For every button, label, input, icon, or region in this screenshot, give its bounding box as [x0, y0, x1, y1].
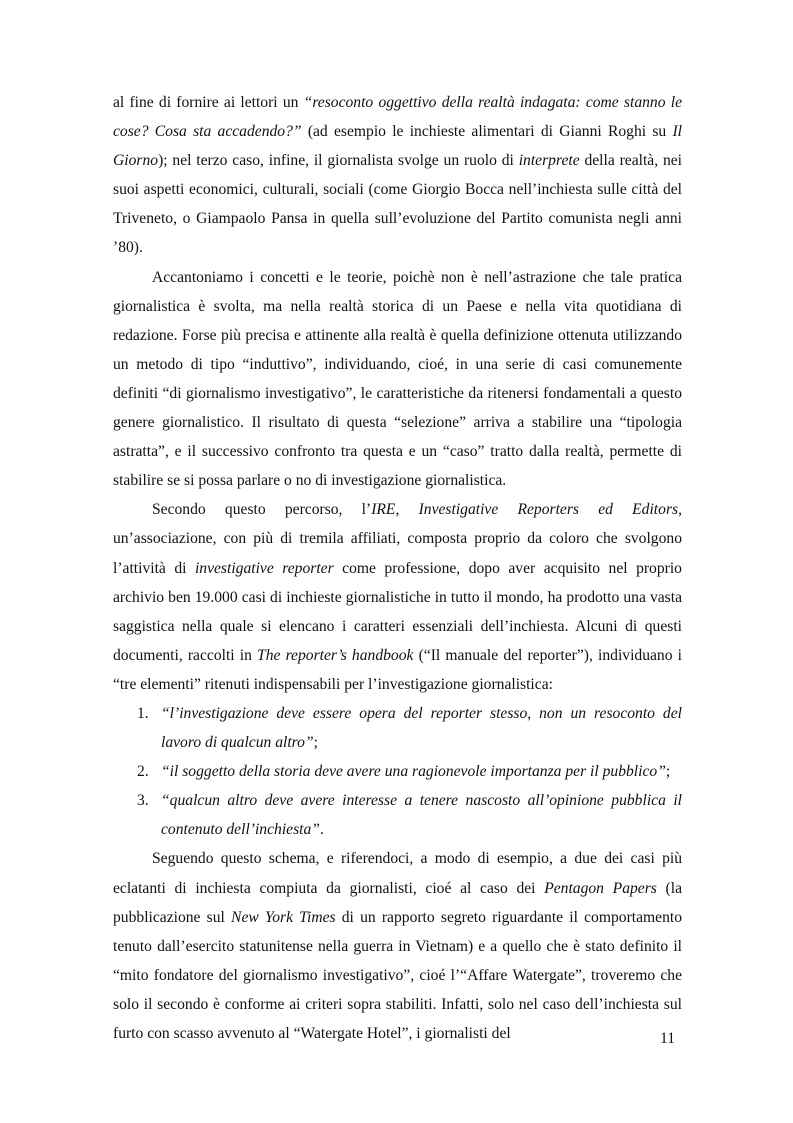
paragraph-1: [113, 88, 682, 263]
text-run: Secondo questo percorso, l’: [152, 501, 372, 519]
text-run: ); nel terzo caso, infine, il giornalista svolge un ruolo di: [158, 152, 519, 170]
text-run: della realtà, nei suoi aspetti economici, culturali, sociali (come Giorgio Bocca nell’inchiesta sulle città del Triveneto, o Giampaolo Pansa in quella sull’evoluzione del Partito comunista negli anni ’80).: [113, 152, 683, 257]
list-number: 2.: [137, 763, 149, 781]
text-run: (ad esempio le inchieste alimentari di Gianni Roghi su: [301, 123, 673, 141]
italic-text-run: investigative reporter: [194, 559, 334, 577]
text-run: al fine di fornire ai lettori un: [113, 94, 304, 111]
italic-text-run: New York Times: [231, 908, 336, 926]
italic-text-run: “resoconto oggettivo della realtà indagata: come stanno le cose? Cosa sta accadendo?”: [113, 94, 682, 141]
list-item: [113, 786, 682, 844]
italic-text-run: “il soggetto della storia deve avere una ragionevole importanza per il pubblico”: [161, 763, 666, 781]
paragraph-4: [113, 844, 682, 1048]
text-run: ;: [313, 734, 318, 752]
italic-text-run: Pentagon Papers: [544, 879, 657, 897]
list-number: 1.: [137, 704, 149, 722]
page-number: 11: [660, 1030, 676, 1047]
text-run: di un rapporto segreto riguardante il comportamento tenuto dall’esercito statunitense nella guerra in Vietnam) e a quello che è stato definito il “mito fondatore del giornalismo investigativo”, cioé l’“Affare Watergate”, troveremo che solo il secondo è conforme ai criteri sopra stabiliti. Infatti, solo nel caso dell’inchiesta sul furto con scasso avvenuto al “Watergate Hotel”, i giornalisti del: [113, 908, 682, 1042]
italic-text-run: The reporter’s handbook: [257, 646, 414, 664]
text-run: , un’associazione, con più di tremila affiliati, composta proprio da coloro che svolgono l’attività di: [113, 501, 682, 577]
text-run: ,: [395, 501, 419, 519]
italic-text-run: IRE: [371, 501, 396, 519]
text-run: (“Il manuale del reporter”), individuano i “tre elementi” ritenuti indispensabili per l’investigazione giornalistica:: [113, 646, 682, 693]
criteria-list: [113, 699, 682, 844]
document-page: [113, 88, 682, 1048]
list-item-text: [161, 763, 670, 780]
text-run: Seguendo questo schema, e riferendoci, a modo di esempio, a due dei casi più eclatanti di inchiesta compiuta da giornalisti, cioé al caso dei: [113, 850, 682, 897]
paragraph-3: [113, 495, 682, 699]
italic-text-run: “qualcun altro deve avere interesse a tenere nascosto all’opinione pubblica il contenuto dell’inchiesta”: [161, 792, 682, 839]
text-run: ;: [665, 763, 671, 781]
italic-text-run: “l’investigazione deve essere opera del reporter stesso, non un resoconto del lavoro di qualcun altro”: [161, 704, 682, 752]
text-run: (la pubblicazione sul: [113, 879, 682, 926]
text-run: Accantoniamo i concetti e le teorie, poichè non è nell’astrazione che tale pratica giornalistica è svolta, ma nella realtà storica di un Paese e nella vita quotidiana di redazione. Forse più precisa e attinente alla realtà è quella definizione ottenuta utilizzando un metodo di tipo “induttivo”, individuando, cioé, in una serie di casi comunemente definiti “di giornalismo investigativo”, le caratteristiche da ritenersi fondamentali a questo genere giornalistico. Il risultato di questa “selezione” arriva a stabilire una “tipologia astratta”, e il successivo confronto tra questa e un “caso” tratto dalla realtà, permette di stabilire se si possa parlare o no di investigazione giornalistica.: [113, 268, 682, 490]
list-item: [113, 757, 682, 786]
list-item-text: [161, 705, 682, 751]
italic-text-run: interprete: [518, 152, 580, 170]
list-number: 3.: [137, 792, 149, 810]
list-item: [113, 699, 682, 757]
paragraph-2: [113, 263, 682, 496]
italic-text-run: Il Giorno: [113, 123, 682, 170]
text-run: come professione, dopo aver acquisito nel proprio archivio ben 19.000 casi di inchieste giornalistiche in tutto il mondo, ha prodotto una vasta saggistica nella quale si elencano i caratteri essenziali dell’inchiesta. Alcuni di questi documenti, raccolti in: [113, 559, 682, 664]
list-item-text: [161, 792, 682, 838]
italic-text-run: Investigative Reporters ed Editors: [418, 501, 679, 519]
text-run: .: [319, 821, 324, 839]
